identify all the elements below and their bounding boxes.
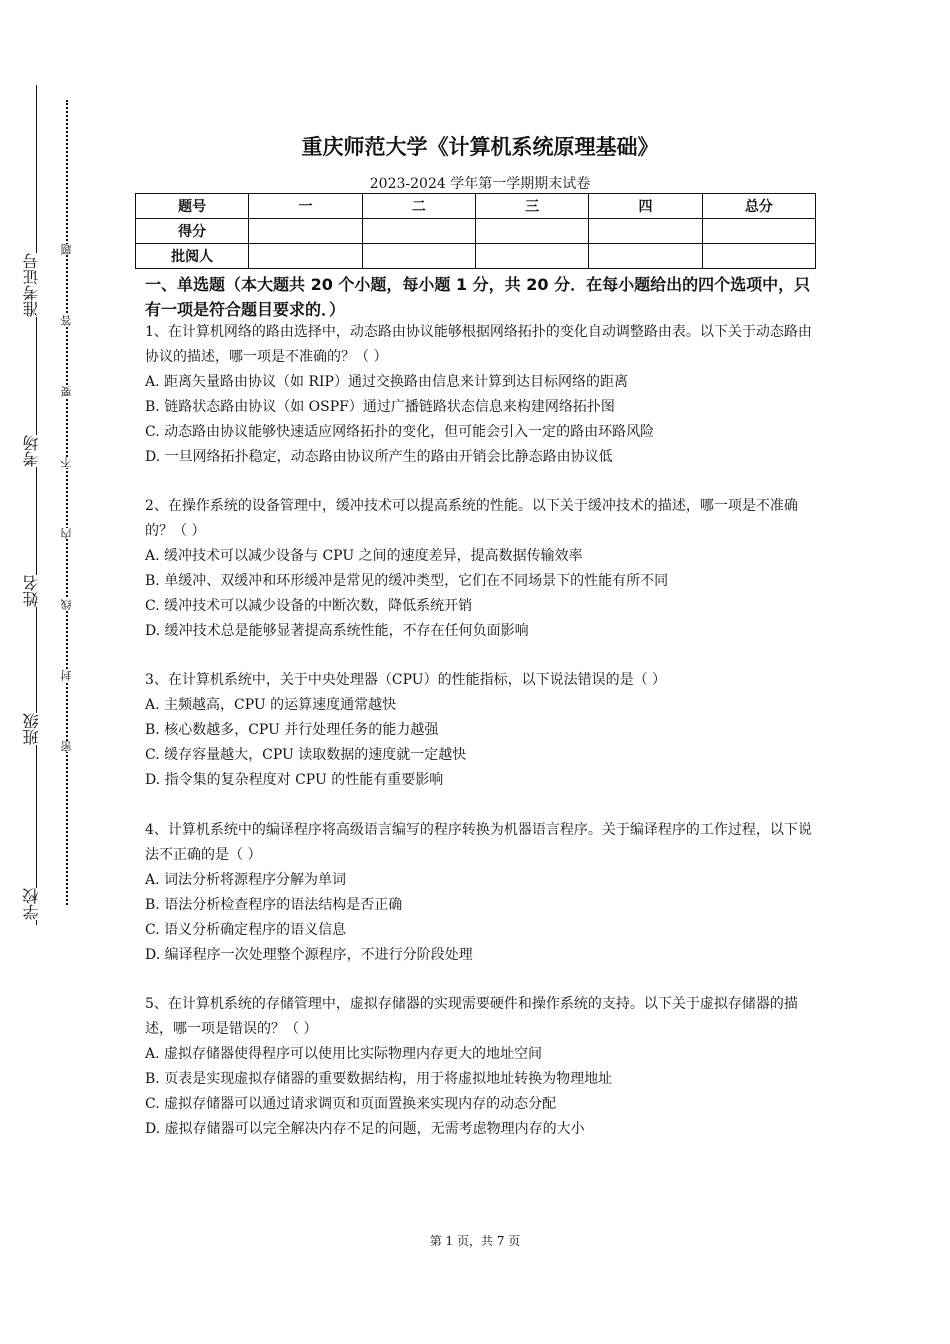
option-c: C. 缓存容量越大，CPU 读取数据的速度就一定越快	[145, 747, 467, 763]
option-c: C. 缓冲技术可以减少设备的中断次数，降低系统开销	[145, 598, 473, 614]
score-row-label: 得分	[136, 219, 249, 244]
option-d: D. 一旦网络拓扑稳定，动态路由协议所产生的路由开销会比静态路由协议低	[145, 449, 613, 465]
seal-char-2: 答	[57, 315, 77, 326]
score-header-cell: 二	[362, 194, 475, 219]
option-a: A. 虚拟存储器使得程序可以使用比实际物理内存更大的地址空间	[145, 1046, 543, 1062]
seal-char-1: 题	[57, 244, 77, 255]
score-header-cell: 总分	[702, 194, 815, 219]
score-table	[135, 193, 816, 269]
seal-char-3: 要	[57, 386, 77, 397]
label-exam-number: 准考证号	[18, 253, 46, 317]
score-header-cell: 四	[589, 194, 702, 219]
score-row	[136, 219, 816, 244]
score-cell	[702, 219, 815, 244]
seal-dotted-line	[66, 100, 68, 905]
label-exam-room: 考场	[18, 435, 46, 467]
option-a: A. 词法分析将源程序分解为单词	[145, 872, 347, 888]
seal-char-8: 密	[57, 741, 77, 752]
seal-char-5: 内	[57, 528, 77, 539]
score-header-cell: 题号	[136, 194, 249, 219]
reviewer-cell	[362, 244, 475, 269]
page-footer: 第 1 页，共 7 页	[429, 1234, 521, 1248]
question-stem: 4、计算机系统中的编译程序将高级语言编写的程序转换为机器语言程序。关于编译程序的工作过程，以下说法不正确的是（ ）	[145, 822, 812, 863]
option-d: D. 指令集的复杂程度对 CPU 的性能有重要影响	[145, 772, 444, 788]
option-a: A. 距离矢量路由协议（如 RIP）通过交换路由信息来计算到达目标网络的距离	[145, 374, 628, 390]
reviewer-row	[136, 244, 816, 269]
exam-subtitle: 2023-2024 学年第一学期期末试卷	[369, 176, 591, 192]
option-b: B. 链路状态路由协议（如 OSPF）通过广播链路状态信息来构建网络拓扑图	[145, 399, 615, 415]
question-2	[145, 494, 825, 644]
binding-solid-line	[36, 85, 37, 925]
option-b: B. 语法分析检查程序的语法结构是否正确	[145, 897, 403, 913]
option-c: C. 语义分析确定程序的语义信息	[145, 922, 347, 938]
label-class: 班级	[18, 713, 46, 745]
binding-margin	[0, 0, 110, 1344]
reviewer-row-label: 批阅人	[136, 244, 249, 269]
exam-title: 重庆师范大学《计算机系统原理基础》	[301, 135, 659, 159]
seal-char-7: 封	[57, 670, 77, 681]
option-a: A. 主频越高，CPU 的运算速度通常越快	[145, 697, 397, 713]
option-c: C. 虚拟存储器可以通过请求调页和页面置换来实现内存的动态分配	[145, 1096, 557, 1112]
score-table-header-row	[136, 194, 816, 219]
score-cell	[475, 219, 588, 244]
option-b: B. 页表是实现虚拟存储器的重要数据结构，用于将虚拟地址转换为物理地址	[145, 1071, 613, 1087]
reviewer-cell	[249, 244, 362, 269]
option-c: C. 动态路由协议能够快速适应网络拓扑的变化，但可能会引入一定的路由环路风险	[145, 424, 655, 440]
reviewer-cell	[589, 244, 702, 269]
question-stem: 1、在计算机网络的路由选择中，动态路由协议能够根据网络拓扑的变化自动调整路由表。以下关于动态路由协议的描述，哪一项是不准确的？（ ）	[145, 324, 812, 365]
seal-char-4: 不	[57, 457, 77, 468]
option-d: D. 编译程序一次处理整个源程序，不进行分阶段处理	[145, 947, 473, 963]
option-d: D. 缓冲技术总是能够显著提高系统性能，不存在任何负面影响	[145, 623, 529, 639]
question-3	[145, 668, 825, 793]
question-stem: 2、在操作系统的设备管理中，缓冲技术可以提高系统的性能。以下关于缓冲技术的描述，哪一项是不准确的？（ ）	[145, 498, 798, 539]
label-school: 学校	[18, 888, 46, 920]
score-cell	[249, 219, 362, 244]
reviewer-cell	[475, 244, 588, 269]
option-d: D. 虚拟存储器可以完全解决内存不足的问题，无需考虑物理内存的大小	[145, 1121, 585, 1137]
reviewer-cell	[702, 244, 815, 269]
score-header-cell: 一	[249, 194, 362, 219]
option-b: B. 单缓冲、双缓冲和环形缓冲是常见的缓冲类型，它们在不同场景下的性能有所不同	[145, 573, 669, 589]
seal-char-6: 线	[57, 599, 77, 610]
label-name: 姓名	[18, 575, 46, 607]
question-stem: 3、在计算机系统中，关于中央处理器（CPU）的性能指标，以下说法错误的是（ ）	[145, 672, 667, 688]
option-b: B. 核心数越多，CPU 并行处理任务的能力越强	[145, 722, 439, 738]
option-a: A. 缓冲技术可以减少设备与 CPU 之间的速度差异，提高数据传输效率	[145, 548, 583, 564]
score-cell	[589, 219, 702, 244]
question-5	[145, 992, 825, 1142]
question-1	[145, 320, 825, 470]
question-stem: 5、在计算机系统的存储管理中，虚拟存储器的实现需要硬件和操作系统的支持。以下关于虚拟存储器的描述，哪一项是错误的？（ ）	[145, 996, 798, 1037]
question-4	[145, 818, 825, 968]
section-title: 一、单选题（本大题共 20 个小题，每小题 1 分，共 20 分．在每小题给出的四个选项中，只有一项是符合题目要求的．）	[145, 275, 811, 319]
score-header-cell: 三	[475, 194, 588, 219]
score-cell	[362, 219, 475, 244]
